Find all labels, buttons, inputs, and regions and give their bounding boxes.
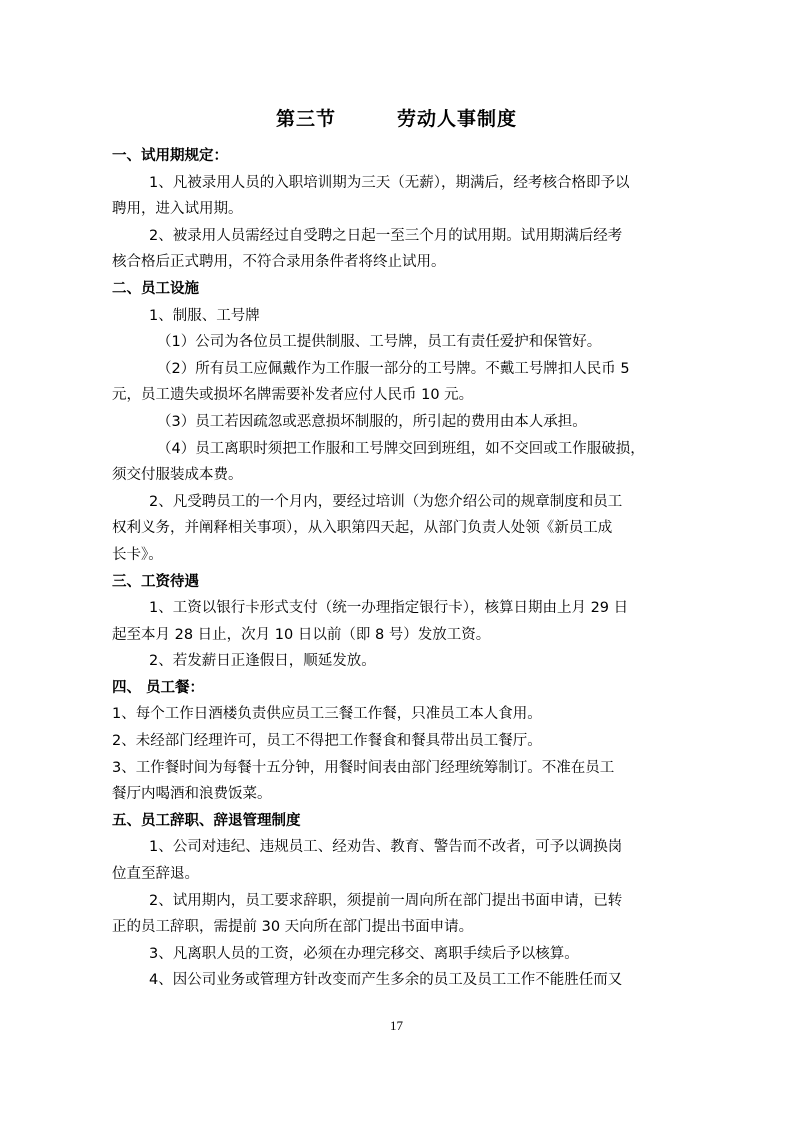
paragraph-line: 权利义务，并阐释相关事项），从入职第四天起，从部门负责人处领《新员工成: [112, 520, 613, 537]
section-heading: 四、 员工餐：: [112, 679, 205, 696]
paragraph-line: 1、凡被录用人员的入职培训期为三天（无薪），期满后，经考核合格即予以: [149, 174, 630, 191]
paragraph-line: 1、公司对违纪、违规员工、经劝告、教育、警告而不改者，可予以调换岗: [149, 839, 623, 856]
page-number: 17: [390, 1018, 403, 1033]
paragraph-line: 2、若发薪日正逢假日，顺延发放。: [149, 653, 376, 670]
paragraph-line: 核合格后正式聘用，不符合录用条件者将终止试用。: [112, 254, 446, 271]
paragraph-line: （3）员工若因疏忽或恶意损坏制服的，所引起的费用由本人承担。: [157, 413, 587, 430]
paragraph-line: 位直至辞退。: [112, 866, 199, 883]
paragraph-line: 2、凡受聘员工的一个月内，要经过培训（为您介绍公司的规章制度和员工: [149, 493, 623, 510]
paragraph-line: （2）所有员工应佩戴作为工作服一部分的工号牌。不戴工号牌扣人民币 5: [157, 360, 630, 377]
section-heading: 二、员工设施: [112, 280, 199, 297]
paragraph-line: 1、工资以银行卡形式支付（统一办理指定银行卡），核算日期由上月 29 日: [149, 600, 629, 617]
section-heading: 五、员工辞职、辞退管理制度: [112, 812, 301, 829]
paragraph-line: 元，员工遗失或损坏名牌需要补发者应付人民币 10 元。: [112, 387, 474, 404]
paragraph-line: 1、每个工作日酒楼负责供应员工三餐工作餐，只准员工本人食用。: [112, 706, 542, 723]
paragraph-line: 3、凡离职人员的工资，必须在办理完移交、离职手续后予以核算。: [149, 945, 579, 962]
paragraph-line: 须交付服装成本费。: [112, 467, 243, 484]
paragraph-line: 4、因公司业务或管理方针改变而产生多余的员工及员工工作不能胜任而又: [149, 972, 623, 989]
paragraph-line: 1、制服、工号牌: [149, 307, 260, 324]
document-body: [112, 143, 682, 994]
section-heading: 一、试用期规定：: [112, 148, 228, 164]
paragraph-line: 起至本月 28 日止，次月 10 日以前（即 8 号）发放工资。: [112, 626, 491, 643]
paragraph-line: 2、未经部门经理许可，员工不得把工作餐食和餐具带出员工餐厅。: [112, 733, 542, 750]
paragraph-line: 聘用，进入试用期。: [112, 201, 243, 218]
section-title: 第三节 劳动人事制度: [276, 108, 517, 130]
paragraph-line: 长卡》。: [112, 546, 163, 563]
paragraph-line: 2、试用期内，员工要求辞职，须提前一周向所在部门提出书面申请，已转: [149, 892, 623, 909]
paragraph-line: 正的员工辞职，需提前 30 天向所在部门提出书面申请。: [112, 919, 474, 936]
paragraph-line: 3、工作餐时间为每餐十五分钟，用餐时间表由部门经理统筹制订。不准在员工: [112, 759, 615, 776]
paragraph-line: 餐厅内喝酒和浪费饭菜。: [112, 786, 272, 803]
section-heading: 三、工资待遇: [112, 573, 199, 590]
paragraph-line: 2、被录用人员需经过自受聘之日起一至三个月的试用期。试用期满后经考: [149, 227, 623, 244]
paragraph-line: （1）公司为各位员工提供制服、工号牌，员工有责任爱护和保管好。: [157, 334, 602, 351]
paragraph-line: （4）员工离职时须把工作服和工号牌交回到班组，如不交回或工作服破损，: [157, 440, 645, 457]
